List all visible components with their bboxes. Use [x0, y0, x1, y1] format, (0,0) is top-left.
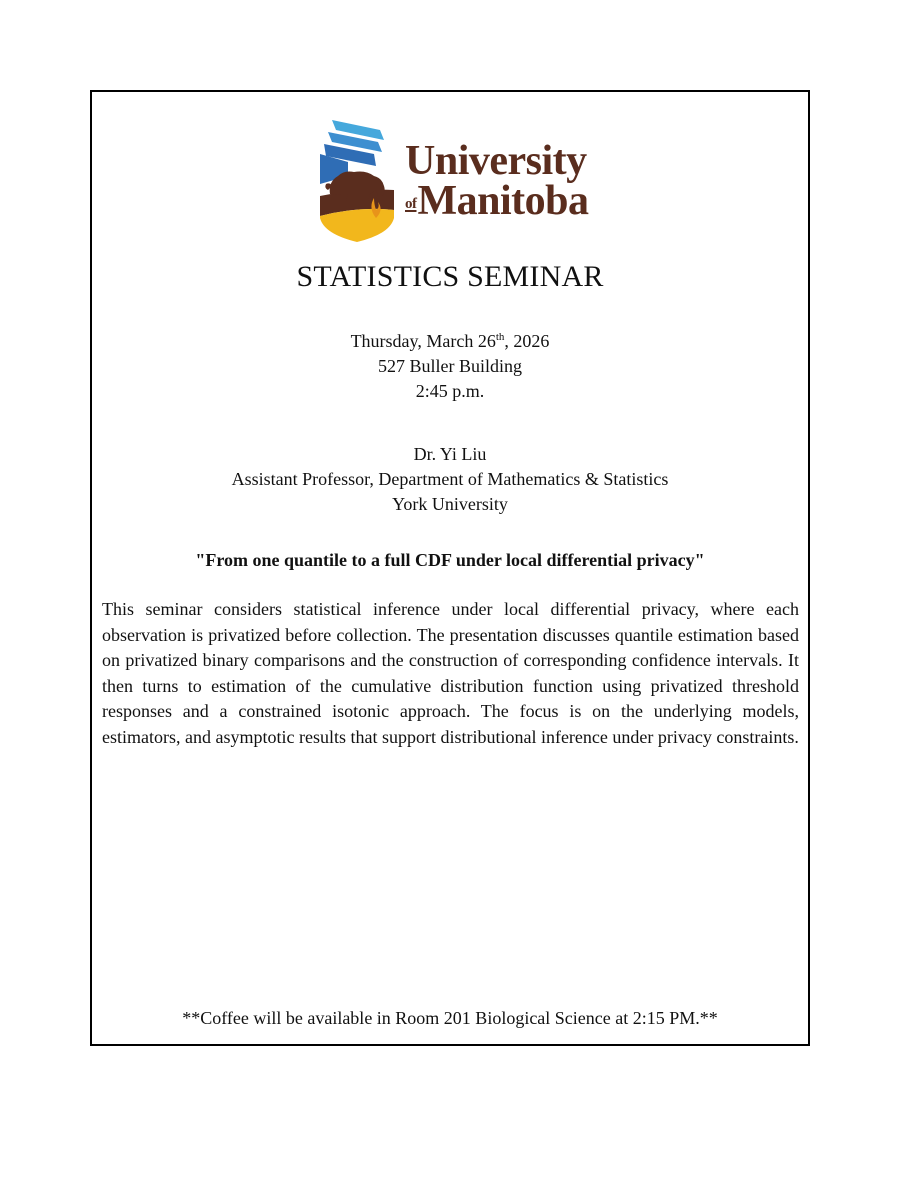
event-details	[92, 329, 808, 404]
event-date-year: , 2026	[504, 331, 550, 351]
logo-wordmark-university: University	[405, 138, 587, 184]
event-time: 2:45 p.m.	[415, 381, 485, 401]
logo-wordmark-of: of	[405, 196, 417, 212]
coffee-note: **Coffee will be available in Room 201 Biological Science at 2:15 PM.**	[182, 1008, 718, 1028]
talk-title: "From one quantile to a full CDF under local differential privacy"	[195, 550, 705, 570]
university-logo	[318, 114, 598, 242]
speaker-details	[92, 442, 808, 517]
logo-wordmark-manitoba-text: Manitoba	[417, 178, 589, 224]
event-date-main: Thursday, March 26	[350, 331, 496, 351]
event-date	[92, 329, 808, 354]
seminar-title: STATISTICS SEMINAR	[296, 260, 604, 293]
speaker-institution: York University	[392, 494, 508, 514]
poster-frame	[90, 90, 810, 1046]
abstract-text: This seminar considers statistical inference under local differential privacy, where each observation is privatized before collection. The presentation discusses quantile estimation based on privatized binary comparisons and the construction of corresponding confidence intervals. It then turns to estimation of the cumulative distribution function using privatized threshold responses and a constrained isotonic approach. The focus is on the underlying models, estimators, and asymptotic results that support distributional inference under privacy constraints.	[102, 599, 799, 747]
speaker-name: Dr. Yi Liu	[413, 444, 487, 464]
logo-wordmark-manitoba	[405, 180, 589, 222]
bison-shield-icon	[318, 114, 396, 242]
speaker-position: Assistant Professor, Department of Mathematics & Statistics	[231, 469, 669, 489]
event-date-suffix: th	[495, 331, 505, 343]
logo-wordmark	[405, 140, 589, 222]
event-location: 527 Buller Building	[378, 356, 522, 376]
